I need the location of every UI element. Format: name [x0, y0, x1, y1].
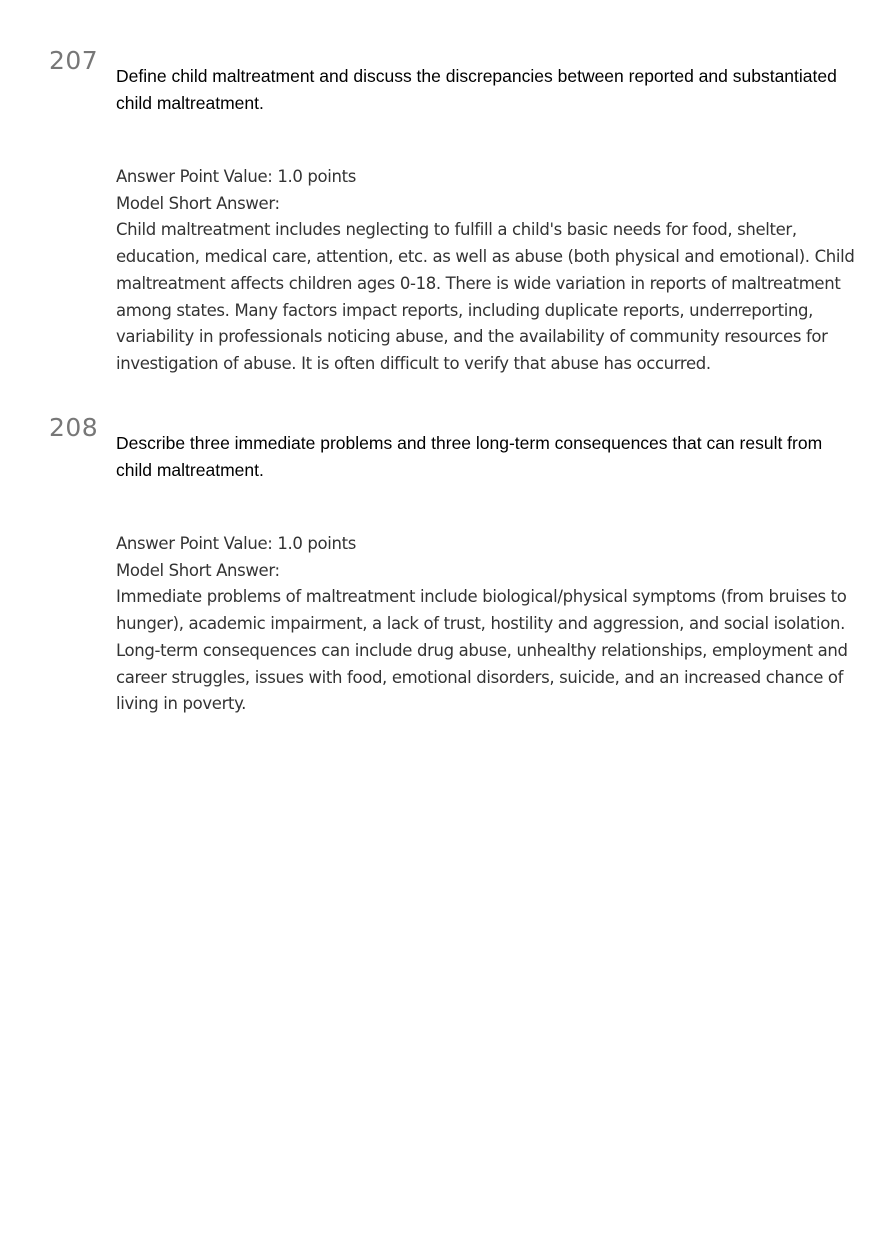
question-number: 208: [49, 413, 99, 442]
question-number: 207: [49, 46, 99, 75]
answer-label: Model Short Answer:: [116, 560, 280, 580]
model-answer: Immediate problems of maltreatment include biological/physical symptoms (from bruises to hunger), academic impairment, a lack of trust, hostility and aggression, and social isolation. Long-term consequences can include drug abuse, unhealthy relationships, employment and career struggles, issues with food, emotional disorders, suicide, and an increased chance of living in poverty.: [116, 587, 848, 714]
answer-label: Model Short Answer:: [116, 193, 280, 213]
model-answer: Child maltreatment includes neglecting to fulfill a child's basic needs for food, shelter, education, medical care, attention, etc. as well as abuse (both physical and emotional). Child maltreatment affects children ages 0-18. There is wide variation in reports of maltreatment among states. Many factors impact reports, including duplicate reports, underreporting, variability in professionals noticing abuse, and the availability of community resources for investigation of abuse. It is often difficult to verify that abuse has occurred.: [116, 220, 855, 373]
answer-point-value: Answer Point Value: 1.0 points: [116, 534, 357, 553]
answer-point-value: Answer Point Value: 1.0 points: [116, 167, 357, 186]
answer-block: [116, 531, 856, 718]
question-text: Define child maltreatment and discuss the discrepancies between reported and substantiated child maltreatment.: [116, 66, 837, 113]
answer-block: [116, 164, 856, 378]
question-text: Describe three immediate problems and three long-term consequences that can result from child maltreatment.: [116, 433, 823, 480]
